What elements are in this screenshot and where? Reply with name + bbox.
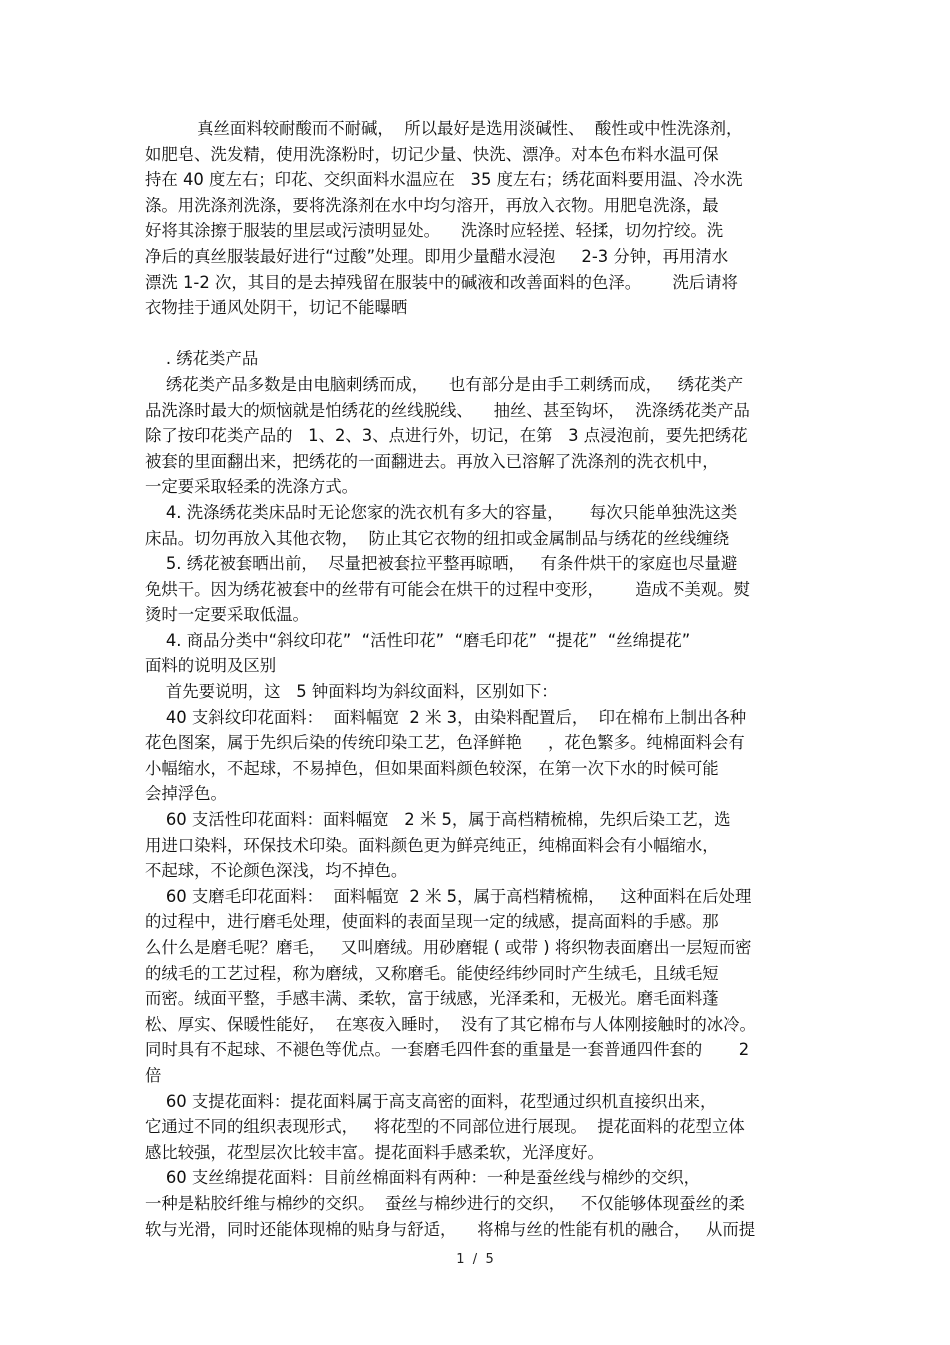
text-line: 60 支活性印花面料：面料幅宽 2 米 5，属于高档精梳棉，先织后染工艺，选 (145, 810, 731, 830)
text-line: 5. 绣花被套晒出前， 尽量把被套拉平整再晾晒， 有条件烘干的家庭也尽量避 (145, 554, 738, 574)
text-line: 品洗涤时最大的烦恼就是怕绣花的丝线脱线、 抽丝、甚至钩坏， 洗涤绣花类产品 (145, 400, 750, 420)
text-line: 绣花类产品多数是由电脑刺绣而成， 也有部分是由手工刺绣而成， 绣花类产 (145, 374, 744, 394)
text-line: 涤。用洗涤剂洗涤，要将洗涤剂在水中均匀溶开，再放入衣物。用肥皂洗涤，最 (145, 195, 719, 215)
text-line: 60 支提花面料：提花面料属于高支高密的面料，花型通过织机直接织出来， (145, 1091, 717, 1111)
text-line: 4. 洗涤绣花类床品时无论您家的洗衣机有多大的容量， 每次只能单独洗这类 (145, 502, 738, 522)
text-line: 感比较强，花型层次比较丰富。提花面料手感柔软，光泽度好。 (145, 1142, 604, 1162)
text-line: 倍 (145, 1065, 162, 1085)
text-line: 4. 商品分类中“斜纹印花” “活性印花” “磨毛印花” “提花” “丝绵提花” (145, 630, 691, 650)
text-line: 不起球，不论颜色深浅，均不掉色。 (145, 861, 408, 881)
text-line: 好将其涂擦于服装的里层或污渍明显处。 洗涤时应轻搓、轻揉，切勿拧绞。洗 (145, 221, 724, 241)
text-line: 免烘干。因为绣花被套中的丝带有可能会在烘干的过程中变形， 造成不美观。熨 (145, 579, 750, 599)
text-line: 漂洗 1-2 次，其目的是去掉残留在服装中的碱液和改善面料的色泽。 洗后请将 (145, 272, 738, 292)
text-line: 同时具有不起球、不褪色等优点。一套磨毛四件套的重量是一套普通四件套的 2 (145, 1040, 750, 1060)
text-line: 一定要采取轻柔的洗涤方式。 (145, 477, 359, 497)
text-line: 真丝面料较耐酸而不耐碱， 所以最好是选用淡碱性、 酸性或中性洗涤剂， (145, 119, 743, 138)
page-number: 1 / 5 (456, 1252, 494, 1267)
text-line: 首先要说明，这 5 钟面料均为斜纹面料，区别如下： (145, 682, 558, 702)
text-line: 的过程中，进行磨毛处理，使面料的表面呈现一定的绒感，提高面料的手感。那 (145, 912, 719, 932)
text-line: 用进口染料，环保技术印染。面料颜色更为鲜亮纯正，纯棉面料会有小幅缩水， (145, 835, 719, 855)
text-line: 会掉浮色。 (145, 784, 227, 804)
text-line: 床品。切勿再放入其他衣物， 防止其它衣物的纽扣或金属制品与绣花的丝线缠绕 (145, 528, 730, 548)
text-line: 60 支磨毛印花面料： 面料幅宽 2 米 5，属于高档精梳棉， 这种面料在后处理 (145, 886, 752, 906)
text-line: 被套的里面翻出来，把绣花的一面翻进去。再放入已溶解了洗涤剂的洗衣机中， (145, 451, 719, 471)
text-line: 而密。绒面平整，手感丰满、柔软，富于绒感，光泽柔和，无极光。磨毛面料蓬 (145, 989, 719, 1009)
text-line: 花色图案，属于先织后染的传统印染工艺，色泽鲜艳 ，花色繁多。纯棉面料会有 (145, 733, 745, 753)
text-line: . 绣花类产品 (145, 349, 259, 369)
text-line: 60 支丝绵提花面料：目前丝棉面料有两种：一种是蚕丝线与棉纱的交织， (145, 1168, 701, 1188)
text-line: 么什么是磨毛呢？磨毛， 又叫磨绒。用砂磨辊 ( 或带 ) 将织物表面磨出一层短而密 (145, 938, 752, 957)
text-line: 40 支斜纹印花面料： 面料幅宽 2 米 3，由染料配置后， 印在棉布上制出各种 (145, 707, 747, 727)
text-line: 松、厚实、保暖性能好， 在寒夜入睡时， 没有了其它棉布与人体刚接触时的冰冷。 (145, 1014, 756, 1034)
text-line: 净后的真丝服装最好进行“过酸”处理。即用少量醋水浸泡 2-3 分钟，再用清水 (145, 246, 729, 266)
document-body (145, 116, 810, 1242)
text-line: 烫时一定要采取低温。 (145, 605, 309, 625)
text-line: 除了按印花类产品的 1、2、3、点进行外，切记，在第 3 点浸泡前，要先把绣花 (145, 426, 748, 446)
blank-line (145, 321, 810, 347)
text-line: 软与光滑，同时还能体现棉的贴身与舒适， 将棉与丝的性能有机的融合， 从而提 (145, 1219, 756, 1239)
text-line: 一种是粘胶纤维与棉纱的交织。 蚕丝与棉纱进行的交织， 不仅能够体现蚕丝的柔 (145, 1193, 745, 1213)
text-line: 面料的说明及区别 (145, 656, 277, 676)
text-line: 持在 40 度左右；印花、交织面料水温应在 35 度左右；绣花面料要用温、冷水洗 (145, 170, 743, 190)
text-line: 衣物挂于通风处阴干，切记不能曝晒 (145, 298, 408, 318)
text-line: 它通过不同的组织表现形式， 将花型的不同部位进行展现。 提花面料的花型立体 (145, 1117, 745, 1137)
text-line: 的绒毛的工艺过程，称为磨绒，又称磨毛。能使经纬纱同时产生绒毛，且绒毛短 (145, 963, 719, 983)
text-line: 如肥皂、洗发精，使用洗涤粉时，切记少量、快洗、漂净。对本色布料水温可保 (145, 144, 719, 164)
text-line: 小幅缩水，不起球，不易掉色，但如果面料颜色较深，在第一次下水的时候可能 (145, 758, 719, 778)
